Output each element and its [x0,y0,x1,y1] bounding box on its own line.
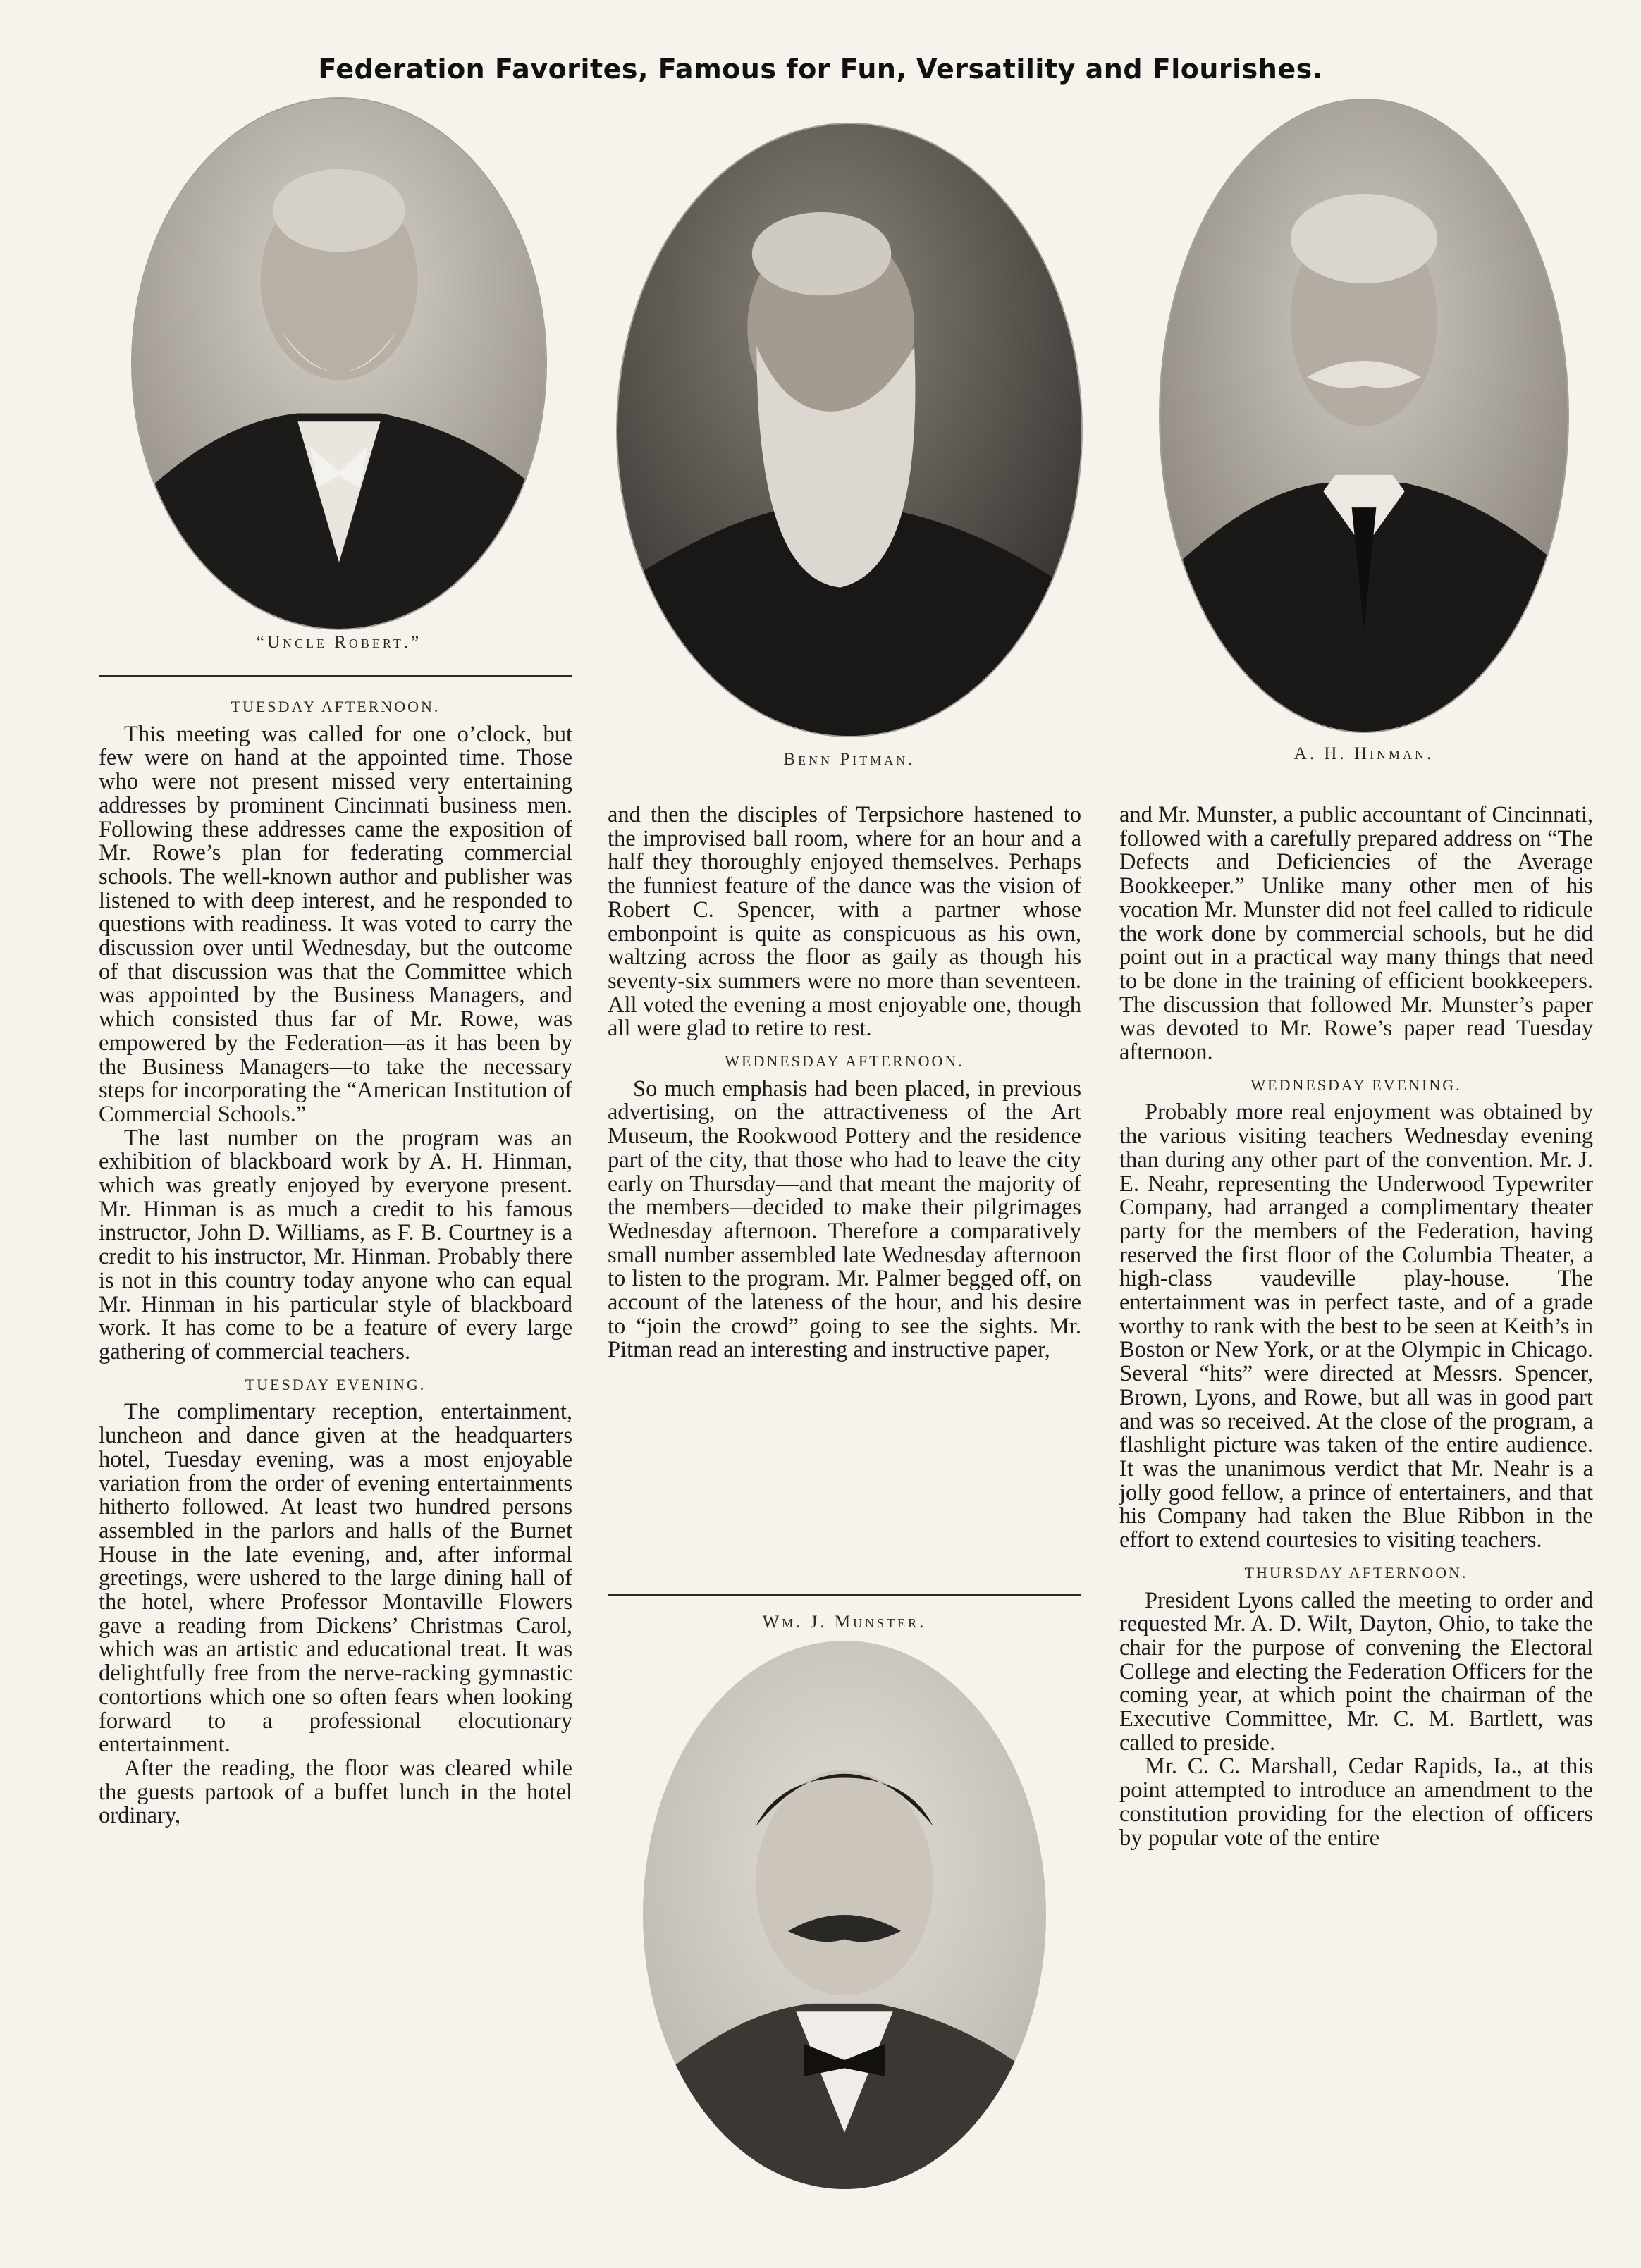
caption-wm-j-munster: Wm. J. Munster. [762,1613,927,1632]
paragraph: Mr. C. C. Marshall, Cedar Rapids, Ia., at this point attempted to introduce an amendment to the constitution providing for the election of officers by popular vote of the entire [1119,1754,1593,1851]
section-heading-wednesday-afternoon: WEDNESDAY AFTERNOON. [725,1052,964,1071]
paragraph: So much emphasis had been placed, in previous advertising, on the attractiveness of the Art Museum, the Rookwood Pottery and the residence part of the city, that those who had to leave the city early on Thursday—and that meant the majority of the members—decided to make their pilgrimages Wednesday afternoon. Therefore a comparatively small number assembled late Wednesday afternoon to listen to the program. Mr. Palmer begged off, on account of the lateness of the hour, and his desire to “join the crowd” going to see the sights. Mr. Pitman read an interesting and instructive paper, [608,1076,1081,1363]
paragraph: and then the disciples of Terpsichore hastened to the improvised ball room, where for an hour and a half they thoroughly enjoyed themselves. Perhaps the funniest feature of the dance was the vision of Robert C. Spencer, with a partner whose embonpoint is quite as conspicuous as his own, waltzing across the floor as gaily as though his seventy-six summers were no more than seventeen. All voted the evening a most enjoyable one, though all were glad to retire to rest. [608,802,1081,1042]
caption-a-h-hinman: A. H. Hinman. [1293,744,1434,763]
paragraph: The last number on the program was an exhibition of blackboard work by A. H. Hinman, which was greatly enjoyed by everyone present. Mr. Hinman is as much a credit to his famous instructor, John D. Williams, as F. B. Courtney is a credit to his instructor, Mr. Hinman. Probably there is not in this country today anyone who can equal Mr. Hinman in his particular style of blackboard work. It has come to be a feature of every large gathering of commercial teachers. [99,1125,572,1364]
section-heading-thursday-afternoon: THURSDAY AFTERNOON. [1244,1563,1468,1582]
paragraph: President Lyons called the meeting to order and requested Mr. A. D. Wilt, Dayton, Ohio, to take the chair for the purpose of convening the Electoral College and electing the Federation Officers for the coming year, at which point the chairman of the Executive Committee, Mr. C. M. Bartlett, was called to preside. [1119,1587,1593,1756]
portrait-uncle-robert [133,99,546,629]
column-1 [99,695,572,1828]
paragraph: The complimentary reception, entertainment, luncheon and dance given at the headquarters hotel, Tuesday evening, was a most enjoyable variation from the order of evening entertainments hitherto followed. At least two hundred persons assembled in the parlors and halls of the Burnet House in the late evening, and, after informal greetings, were ushered to the large dining hall of the hotel, where Professor Montaville Flowers gave a reading from Dickens’ Christmas Carol, which was an artistic and educational treat. It was delightfully free from the nerve-racking gymnastic contortions which one so often fears when looking forward to a professional elocutionary entertainment. [99,1399,572,1758]
column-2 [608,803,1081,1362]
portrait-benn-pitman [617,124,1081,736]
paragraph: and Mr. Munster, a public accountant of Cincinnati, followed with a carefully prepared address on “The Defects and Deficiencies of the Average Bookkeeper.” Unlike many other men of his vocation Mr. Munster did not feel called to ridicule the work done by commercial schools, but he did point out in a practical way many things that need to be done in the training of efficient bookkeepers. The discussion that followed Mr. Munster’s paper was devoted to Mr. Rowe’s paper read Tuesday afternoon. [1119,802,1594,1066]
portrait-wm-j-munster [643,1641,1046,2189]
caption-benn-pitman: Benn Pitman. [783,750,916,769]
section-heading-tuesday-evening: TUESDAY EVENING. [245,1375,426,1393]
page-headline: Federation Favorites, Famous for Fun, Versatility and Flourishes. [318,54,1323,85]
paragraph: Probably more real enjoyment was obtained by the various visiting teachers Wednesday evening than during any other part of the convention. Mr. J. E. Neahr, representing the Underwood Typewriter Company, had arranged a complimentary theater party for the members of the Federation, having reserved the first floor of the Columbia Theater, a high-class vaudeville play-house. The entertainment was in perfect taste, and of a grade worthy to rank with the best to be seen at Keith’s in Boston or New York, or at the Olympic in Chicago. Several “hits” were directed at Messrs. Spencer, Brown, Lyons, and Rowe, but all was in good part and was so received. At the close of the program, a flashlight picture was taken of the entire audience. It was the unanimous verdict that Mr. Neahr is a jolly good fellow, a prince of entertainers, and that his Company had taken the Blue Ribbon in the effort to extend courtesies to visiting teachers. [1119,1099,1593,1553]
caption-uncle-robert: “Uncle Robert.” [256,633,422,652]
paragraph: After the reading, the floor was cleared while the guests partook of a buffet lunch in the hotel ordinary, [99,1755,572,1829]
column-rule-middle [608,1594,1081,1596]
portrait-a-h-hinman [1160,100,1568,732]
section-heading-wednesday-evening: WEDNESDAY EVENING. [1250,1076,1462,1094]
column-rule-left [99,675,572,677]
paragraph: This meeting was called for one o’clock, but few were on hand at the appointed time. Those who were not present missed very entertaining addresses by prominent Cincinnati business men. Following these addresses came the exposition of Mr. Rowe’s plan for federating commercial schools. The well-known author and publisher was listened to with deep interest, and he responded to questions with readiness. It was voted to carry the discussion over until Wednesday, but the outcome of that discussion was that the Committee which was appointed by the Business Managers, and which consisted thus far of Mr. Rowe, was empowered by the Federation—as it has been by the Business Managers—to take the necessary steps for incorporating the “American Institution of Commercial Schools.” [99,721,572,1127]
section-heading-tuesday-afternoon: TUESDAY AFTERNOON. [231,698,441,715]
column-3 [1119,803,1593,1850]
